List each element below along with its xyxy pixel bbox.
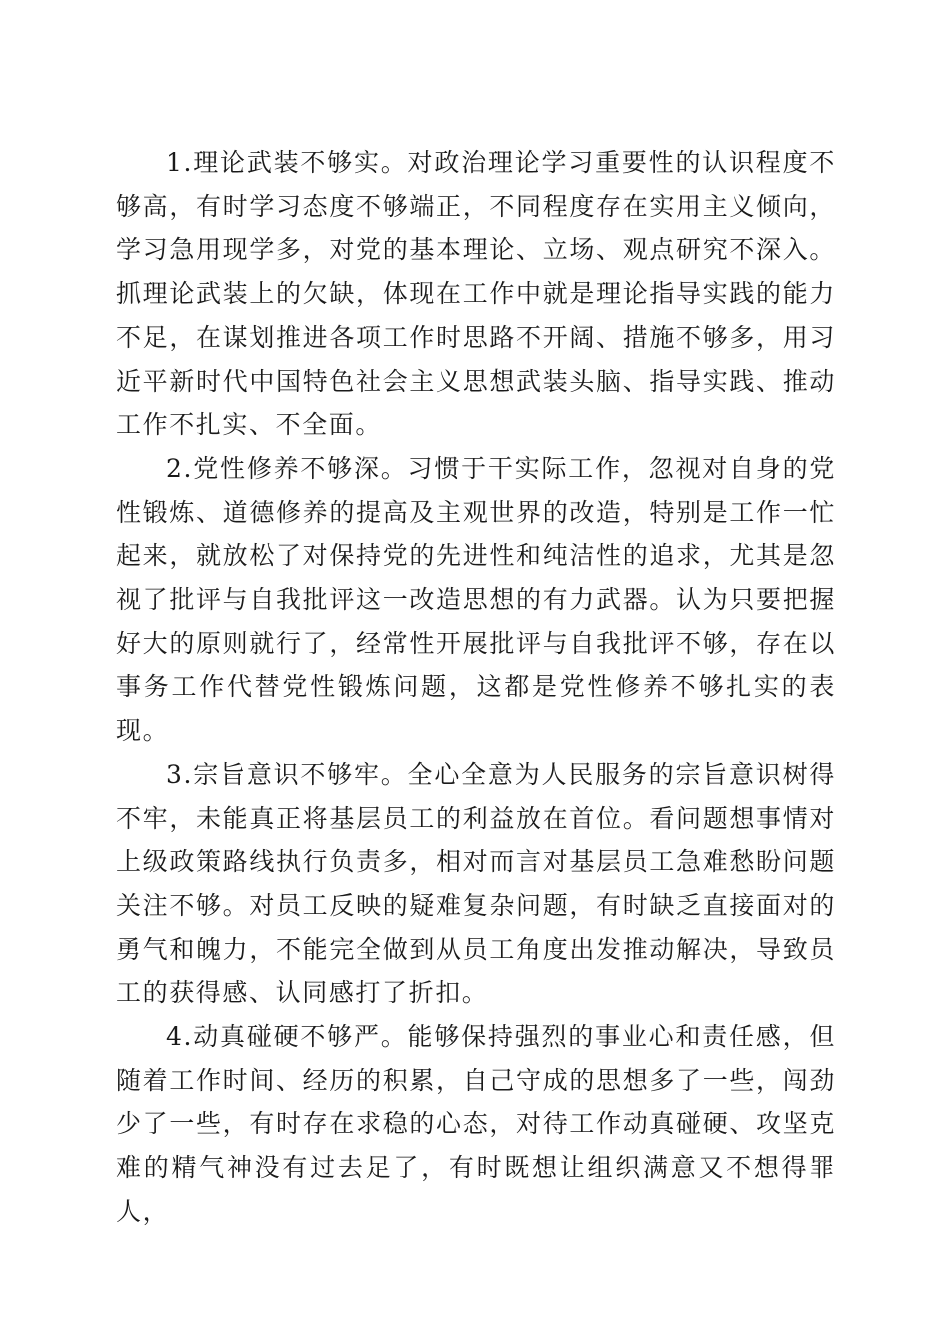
paragraph-purpose: 3.宗旨意识不够牢。全心全意为人民服务的宗旨意识树得不牢，未能真正将基层员工的利益放在首位。看问题想事情对上级政策路线执行负责多，相对而言对基层员工急难愁盼问题关注不够。对员工反映的疑难复杂问题，有时缺乏直接面对的勇气和魄力，不能完全做到从员工角度出发推动解决，导致员工的获得感、认同感打了折扣。 [116,759,836,1008]
paragraph-theory: 1.理论武装不够实。对政治理论学习重要性的认识程度不够高，有时学习态度不够端正，不同程度存在实用主义倾向，学习急用现学多，对党的基本理论、立场、观点研究不深入。抓理论武装上的欠缺，体现在工作中就是理论指导实践的能力不足，在谋划推进各项工作时思路不开阔、措施不够多，用习近平新时代中国特色社会主义思想武装头脑、指导实践、推动工作不扎实、不全面。 [116,148,836,440]
paragraph-party-spirit: 2.党性修养不够深。习惯于干实际工作，忽视对自身的党性锻炼、道德修养的提高及主观世界的改造，特别是工作一忙起来，就放松了对保持党的先进性和纯洁性的追求，尤其是忽视了批评与自我批评这一改造思想的有力武器。认为只要把握好大的原则就行了，经常性开展批评与自我批评不够，存在以事务工作代替党性锻炼问题，这都是党性修养不够扎实的表现。 [116,453,836,746]
document-body [116,141,836,1234]
paragraph-rigor: 4.动真碰硬不够严。能够保持强烈的事业心和责任感，但随着工作时间、经历的积累，自己守成的思想多了一些，闯劲少了一些，有时存在求稳的心态，对待工作动真碰硬、攻坚克难的精气神没有过去足了，有时既想让组织满意又不想得罪人， [116,1022,836,1226]
